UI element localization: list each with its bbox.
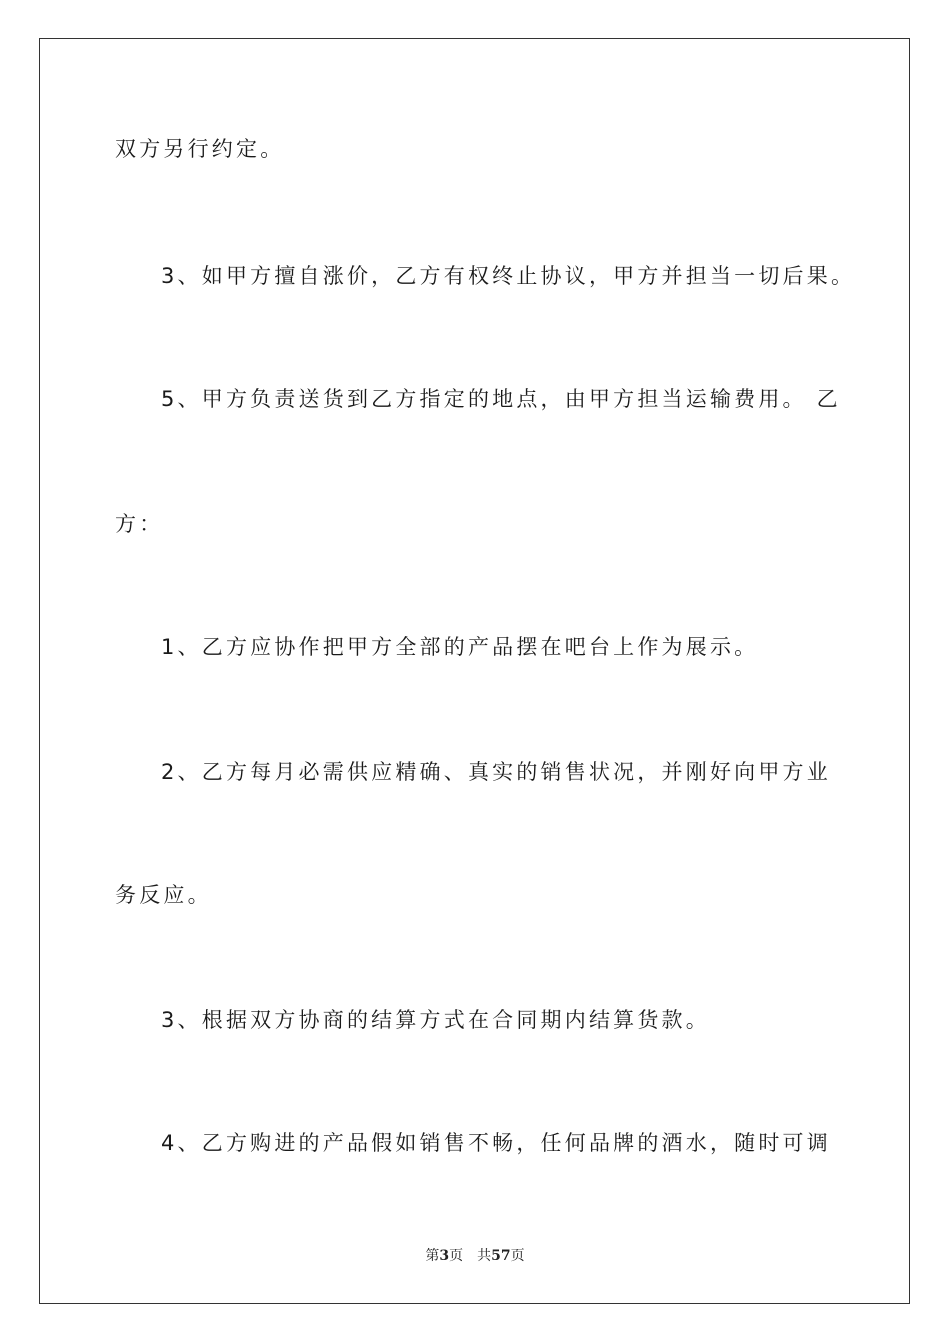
page-frame <box>39 38 910 1304</box>
text-line-3: 5、甲方负责送货到乙方指定的地点，由甲方担当运输费用。 乙 <box>161 387 841 411</box>
footer-page-number: 3 <box>439 1248 450 1264</box>
text-line-8: 3、根据双方协商的结算方式在合同期内结算货款。 <box>161 1008 710 1032</box>
text-line-7: 务反应。 <box>115 883 212 907</box>
footer-total-prefix: 共 <box>477 1248 492 1264</box>
text-line-5: 1、乙方应协作把甲方全部的产品摆在吧台上作为展示。 <box>161 635 759 659</box>
footer-page-prefix: 第 <box>425 1248 440 1264</box>
footer-total-number: 57 <box>491 1248 511 1264</box>
text-line-1: 双方另行约定。 <box>115 137 285 161</box>
page-footer <box>0 1247 950 1265</box>
text-line-4: 方： <box>115 512 164 536</box>
text-line-2: 3、如甲方擅自涨价，乙方有权终止协议，甲方并担当一切后果。 <box>161 264 856 288</box>
footer-page-suffix: 页 <box>449 1248 464 1264</box>
text-line-9: 4、乙方购进的产品假如销售不畅，任何品牌的酒水，随时可调 <box>161 1131 831 1155</box>
text-line-6: 2、乙方每月必需供应精确、真实的销售状况，并刚好向甲方业 <box>161 760 831 784</box>
footer-total-suffix: 页 <box>510 1248 525 1264</box>
